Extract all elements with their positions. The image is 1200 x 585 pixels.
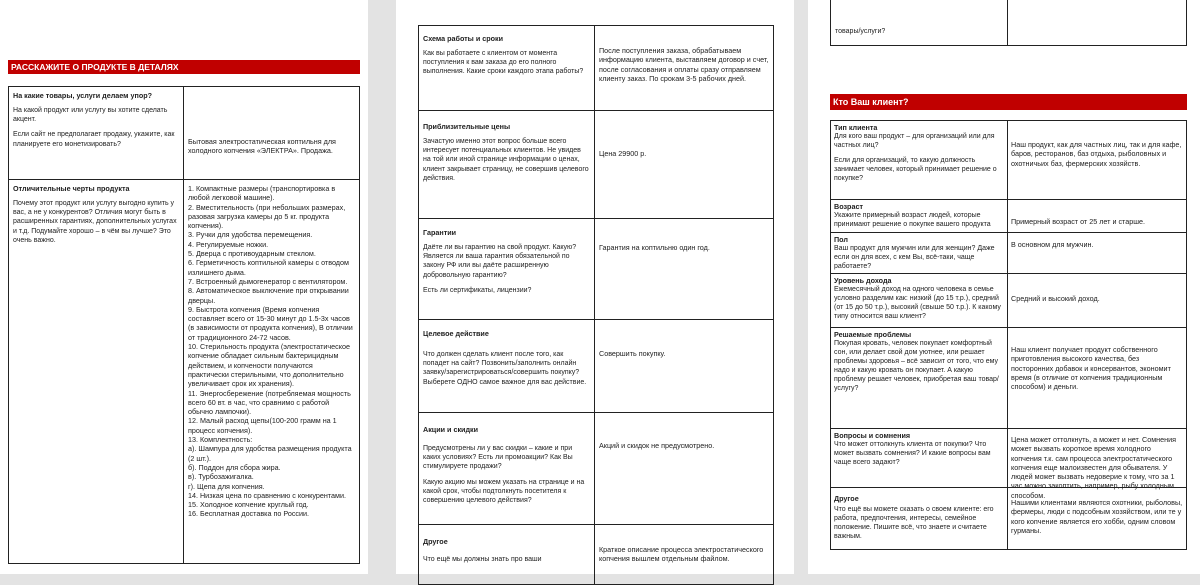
feature-line: 2. Вместительность (при небольших размерах, разовая загрузка камеры до 5 кг. продукта копчения). [188, 202, 346, 231]
question-paragraph: На какой продукт или услугу вы хотите сделать акцент. [13, 107, 168, 124]
answer-cell [594, 525, 773, 584]
section-header-product: РАССКАЖИТЕ О ПРОДУКТЕ В ДЕТАЛЯХ [8, 60, 360, 74]
answer-text: Наш клиент получает продукт собственного приготовления высокого качества, без посторонних добавок и консервантов, экономит время (в отличие от копчения традиционным способом) и деньги. [1011, 345, 1171, 392]
client-table [830, 120, 1187, 550]
question-cell [9, 180, 183, 563]
answer-text: Средний и высокий доход. [1011, 294, 1100, 303]
question-cell [419, 525, 594, 584]
feature-line: б). Поддон для сбора жира. [188, 462, 281, 472]
question-paragraph: Предусмотрены ли у вас скидки – какие и при каких условиях? Есть ли промоакции? Как Вы стимулируете продажи? [423, 445, 573, 471]
question-paragraph: Если для организаций, то какую должность занимает человек, который принимает решение о покупке? [834, 157, 997, 182]
question-cell [419, 26, 594, 110]
answer-text: Бытовая электростатическая коптильня для холодного копчения «ЭЛЕКТРА». Продажа. [188, 137, 336, 156]
feature-line: 7. Встроенный дымогенератор с вентилятором. [188, 276, 348, 286]
question-text [423, 137, 590, 183]
product-table [8, 86, 360, 564]
question-cell [831, 328, 1007, 428]
question-text [423, 350, 590, 387]
question-text [834, 211, 1004, 229]
answer-cell [594, 413, 773, 524]
answer-text: Цена может оттолкнуть, а может и нет. Сомнения может вызвать короткое время холодного копчения т.к. сам процесса электростатического копчения еще малоизвестен для обывателя. У людей может вызвать недоверие к тому, что за 1 час можно закоптить, например, рыбу холодным способом. [1011, 435, 1177, 500]
table-row [831, 487, 1186, 549]
answer-cell [1007, 488, 1186, 549]
question-cell [831, 274, 1007, 327]
question-paragraph: Ежемесячный доход на одного человека в семье условно разделим как: низкий (до 15 т.р.), средний (от 15 до 50 т.р.), высокий (свыше 50 т.р.). К какому типу относится ваш клиент? [834, 286, 1001, 320]
question-paragraph: Что ещё мы должны знать про ваши [423, 556, 542, 563]
feature-line: 3. Ручки для удобства перемещения. [188, 230, 313, 240]
answer-cell [1007, 328, 1186, 428]
table-row [419, 524, 773, 584]
answer-cell [594, 320, 773, 412]
question-title: На какие товары, услуги делаем упор? [13, 91, 152, 100]
question-paragraph: Зачастую именно этот вопрос больше всего интересует потенциальных клиентов. Не увидев на той или иной странице информации о ценах, клиент закрывает страницу, не совершив целевого действия. [423, 138, 589, 182]
answer-text: Нашими клиентами являются охотники, рыболовы, фермеры, люди с подсобным хозяйством, или те у кого копчение является его хобби, одним словом гурманы. [1011, 498, 1183, 535]
question-cell [9, 87, 183, 179]
answer-cell [1007, 233, 1186, 273]
continued-table [830, 0, 1187, 46]
question-text [423, 444, 590, 505]
question-paragraph: Покупая кровать, человек покупает комфортный сон, или делает свой дом уютнее, или решает проблемы здоровья – всё зависит от того, что ему надо и какую кровать он покупает. А какую проблему решает человек, приобретая ваш товар/услугу? [834, 340, 999, 392]
answer-cell [594, 111, 773, 218]
question-cell [419, 320, 594, 412]
feature-line: 12. Малый расход щепы(100-200 грамм на 1 процесс копчения). [188, 416, 337, 435]
feature-line: 8. Автоматическое выключение при открывании дверцы. [188, 286, 349, 305]
answer-cell [183, 87, 359, 179]
table-row [419, 26, 773, 110]
feature-line: 14. Низкая цена по сравнению с конкурентами. [188, 490, 346, 500]
question-paragraph: Как вы работаете с клиентом от момента поступления к вам заказа до его полного выполнения. Какие сроки каждого этапа работы? [423, 50, 584, 76]
answer-text: Цена 29900 р. [599, 149, 647, 158]
feature-line: 10. Стерильность продукта (электростатическое копчение обладает сильным бактерицидным действием, и копчености получаются практически стерильными, что дополнительно увеличивает срок их хранения). [188, 342, 350, 389]
answer-cell [1007, 200, 1186, 232]
table-row [831, 273, 1186, 327]
section-header-client: Кто Ваш клиент? [830, 94, 1187, 110]
table-row [831, 121, 1186, 199]
question-text [834, 505, 1004, 541]
feature-line: а). Шампура для удобства размещения продукта (2 шт.). [188, 444, 352, 463]
feature-line: 5. Дверца с противоударным стеклом. [188, 249, 316, 259]
table-row [9, 179, 359, 563]
question-text [13, 106, 179, 149]
table-row [831, 0, 1186, 45]
table-row [419, 319, 773, 412]
question-paragraph: Даёте ли вы гарантию на свой продукт. Какую? Является ли ваша гарантия обязательной по закону РФ или вы даёте расширенную добровольную гарантию? [423, 244, 577, 279]
table-row [831, 199, 1186, 232]
question-title: Возраст [834, 202, 863, 211]
answer-cell [1007, 429, 1186, 500]
question-title: Схема работы и сроки [423, 34, 504, 43]
document-page-3 [808, 0, 1200, 574]
feature-line: 13. Комплектность: [188, 435, 253, 445]
question-paragraph: Почему этот продукт или услугу выгодно купить у вас, а не у конкурентов? Отличия могут быть в расширенных гарантиях, дополнительных услугах и т.д. Подумайте хорошо – в чём вы лучше? Это очень важно. [13, 200, 177, 244]
feature-line: 11. Энергосбережение (потребляемая мощность всего 60 вт. в час, что сравнимо с работой обычно лампочки). [188, 388, 351, 417]
answer-cell [594, 219, 773, 319]
question-title: Отличительные черты продукта [13, 184, 130, 193]
answer-text: Наш продукт, как для частных лиц, так и для кафе, баров, ресторанов, баз отдыха, рыболовных и охотничьих баз, фермерских хозяйств. [1011, 140, 1182, 168]
table-row [419, 218, 773, 319]
question-cell [419, 219, 594, 319]
answer-text: Совершить покупку. [599, 349, 666, 358]
question-paragraph: Есть ли сертификаты, лицензии? [423, 286, 532, 294]
question-cell [831, 429, 1007, 487]
question-text [834, 244, 1004, 271]
answer-cell [594, 26, 773, 110]
answer-cell [183, 180, 359, 563]
question-cell [831, 488, 1007, 549]
table-row [831, 232, 1186, 273]
document-page-1 [0, 0, 368, 574]
answer-cell [1007, 274, 1186, 327]
answer-text: После поступления заказа, обрабатываем информацию клиента, выставляем договор и счет, после согласования и оплаты сразу отправляем клиенту заказ. По срокам 3-5 рабочих дней. [599, 46, 769, 83]
answer-text: Примерный возраст от 25 лет и старше. [1011, 217, 1146, 226]
feature-line: 15. Холодное копчение круглый год. [188, 500, 309, 510]
answer-cell-empty [1007, 0, 1186, 45]
question-cell [831, 121, 1007, 199]
question-text [423, 49, 590, 77]
question-paragraph: Что может оттолкнуть клиента от покупки? Что может вызвать сомнения? И какие вопросы вам чаще всего задают? [834, 441, 991, 466]
answer-features-list [188, 184, 355, 519]
question-paragraph: Если сайт не предполагает продажу, укажите, как планируете его монетизировать? [13, 131, 175, 148]
question-text [13, 199, 179, 245]
question-title: Гарантии [423, 228, 457, 237]
table-row [831, 327, 1186, 428]
table-row [419, 412, 773, 524]
question-cell [831, 200, 1007, 232]
question-text [834, 339, 1004, 393]
question-text [834, 132, 1004, 183]
feature-line: в). Турбозажигалка. [188, 472, 254, 482]
question-text-continued: товары/услуги? [835, 28, 886, 35]
question-paragraph: Для кого ваш продукт – для организаций или для частных лиц? [834, 133, 995, 149]
question-title: Пол [834, 235, 848, 244]
feature-line: 9. Быстрота копчения (Время копчения составляет всего от 15-30 минут до 1.5-3х часов (в зависимости от продукта копчения), В отличии от традиционного 24-72 часов. [188, 304, 353, 342]
question-title: Акции и скидки [423, 425, 479, 434]
question-cell [831, 233, 1007, 273]
question-title: Другое [834, 494, 859, 503]
question-paragraph: Ваш продукт для мужчин или для женщин? Даже если он для всех, с кем Вы, всё-таки, чаще работаете? [834, 245, 995, 270]
question-title: Целевое действие [423, 329, 489, 338]
process-table [418, 25, 774, 585]
question-title: Решаемые проблемы [834, 330, 912, 339]
question-cell [831, 0, 1007, 45]
feature-line: 16. Бесплатная доставка по России. [188, 509, 310, 519]
question-text [834, 440, 1004, 467]
question-paragraph: Что ещё вы можете сказать о своем клиенте: его работа, предпочтения, интересы, семейное положение. Пишите всё, что знаете и считаете важным. [834, 506, 994, 540]
question-title: Тип клиента [834, 123, 878, 132]
answer-text: Гарантия на коптильню один год. [599, 243, 710, 252]
question-paragraph: Что должен сделать клиент после того, как попадет на сайт? Позвонить/заполнить онлайн заявку/зарегистрироваться/совершить покупку? Выберете ОДНО самое важное для вас действие. [423, 351, 587, 386]
question-cell [419, 111, 594, 218]
table-row [419, 110, 773, 218]
document-page-2 [396, 0, 794, 574]
question-text [423, 243, 590, 295]
feature-line: г). Щепа для копчения. [188, 481, 265, 491]
question-text [834, 285, 1004, 321]
answer-cell [1007, 121, 1186, 199]
answer-text: В основном для мужчин. [1011, 240, 1094, 249]
question-paragraph: Укажите примерный возраст людей, которые принимают решение о покупке вашего продукта [834, 212, 991, 228]
question-cell [419, 413, 594, 524]
feature-line: 4. Регулируемые ножки. [188, 239, 269, 249]
question-title: Вопросы и сомнения [834, 431, 911, 440]
question-paragraph: Какую акцию мы можем указать на странице и на какой срок, чтобы подтолкнуть посетителя к совершению целевого действия? [423, 478, 585, 505]
question-title: Другое [423, 537, 448, 546]
answer-text: Акций и скидок не предусмотрено. [599, 441, 715, 450]
question-text [423, 555, 590, 564]
feature-line: 6. Герметичность коптильной камеры с отводом излишнего дыма. [188, 258, 349, 277]
answer-text: Краткое описание процесса электростатического копчения вышлем отдельным файлом. [599, 545, 764, 564]
question-title: Уровень дохода [834, 276, 892, 285]
feature-line: 1. Компактные размеры (транспортировка в любой легковой машине). [188, 184, 336, 203]
table-row [9, 87, 359, 179]
question-title: Приблизительные цены [423, 122, 511, 131]
